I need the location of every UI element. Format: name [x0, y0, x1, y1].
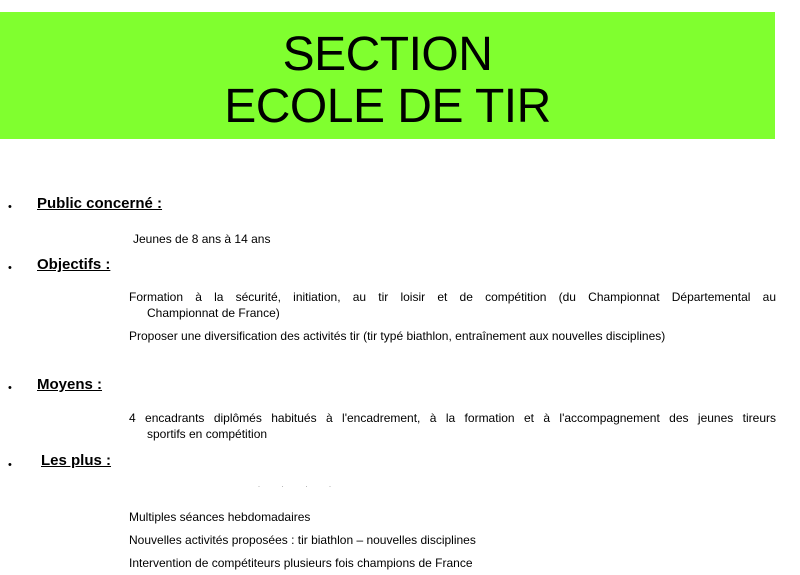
- title-line-2: ECOLE DE TIR: [224, 80, 551, 133]
- heading-les-plus: Les plus :: [41, 452, 112, 469]
- public-text: Jeunes de 8 ans à 14 ans: [133, 232, 271, 246]
- heading-public: Public concerné :: [37, 195, 163, 212]
- scan-artifact: · · · ·: [258, 484, 341, 490]
- bullet-icon: •: [8, 382, 12, 394]
- objectifs-item-2: Proposer une diversification des activités tir (tir typé biathlon, entraînement aux nouvelles disciplines): [129, 329, 666, 343]
- title-banner: [0, 12, 775, 139]
- plus-item-3: Intervention de compétiteurs plusieurs fois champions de France: [129, 556, 473, 570]
- heading-moyens: Moyens :: [37, 376, 103, 393]
- plus-item-2: Nouvelles activités proposées : tir biathlon – nouvelles disciplines: [129, 533, 476, 547]
- moyens-item-1: [129, 410, 776, 442]
- moyens-item-1-line-2: sportifs en compétition: [147, 427, 268, 441]
- objectifs-item-1-line-2: Championnat de France): [147, 306, 280, 320]
- moyens-item-1-line-1: 4 encadrants diplômés habitués à l'encadrement, à la formation et à l'accompagnement des jeunes tireurs: [129, 411, 776, 425]
- objectifs-item-1: [129, 289, 776, 321]
- objectifs-item-1-line-1: Formation à la sécurité, initiation, au tir loisir et de compétition (du Championnat Départemental au: [129, 290, 776, 304]
- heading-objectifs: Objectifs :: [37, 256, 111, 273]
- title-line-1: SECTION: [282, 28, 493, 81]
- bullet-icon: •: [8, 459, 12, 471]
- bullet-icon: •: [8, 262, 12, 274]
- bullet-icon: •: [8, 201, 12, 213]
- plus-item-1: Multiples séances hebdomadaires: [129, 510, 311, 524]
